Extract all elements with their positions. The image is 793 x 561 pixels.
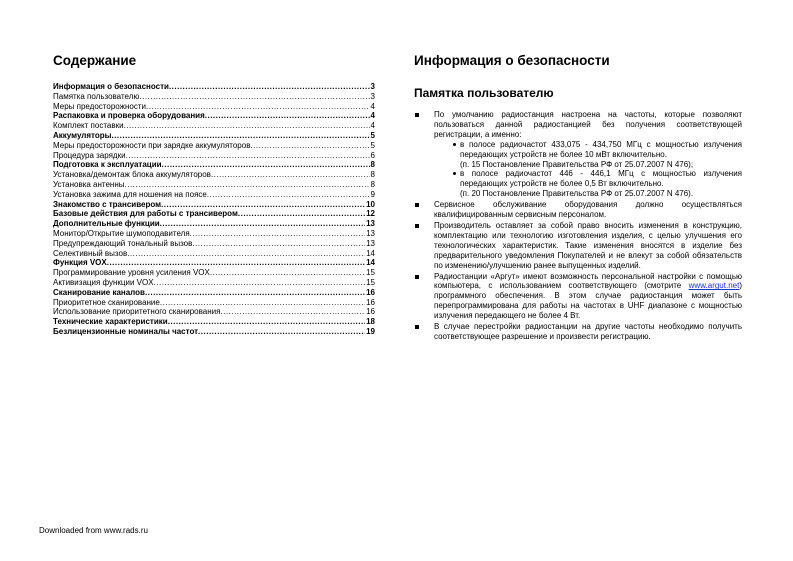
toc-entry-page: 8 (370, 170, 375, 180)
toc-entry[interactable] (53, 170, 375, 180)
toc-leader-dots (205, 111, 370, 121)
bullet-text-part: ) программного обеспечения. В этом случае радиостанция может быть перепрограммирована для работы на частотах в UHF диапазоне с мощностью излучения передающего не более 4 Вт. (434, 281, 742, 321)
toc-leader-dots (198, 327, 365, 337)
toc-title: Содержание (53, 53, 137, 68)
toc-entry-title: Приоритетное сканирование (53, 297, 160, 307)
toc-entry[interactable] (53, 307, 375, 317)
toc-leader-dots (124, 121, 370, 131)
toc-entry-page: 16 (366, 287, 375, 297)
download-footer: Downloaded from www.rads.ru (39, 526, 148, 535)
toc-entry-title: Базовые действия для работы с трансивером (53, 209, 238, 219)
bullet-list (414, 110, 742, 343)
toc-leader-dots (154, 278, 366, 288)
toc-leader-dots (192, 239, 365, 249)
toc-entry-title: Меры предосторожности при зарядке аккумуляторов (53, 140, 251, 150)
toc-entry-page: 5 (370, 140, 375, 150)
bullet-item (414, 110, 742, 199)
toc-entry-title: Программирование уровня усиления VOX (53, 268, 210, 278)
toc-leader-dots (207, 190, 370, 200)
sub-bullet-note: (п. 15 Постановление Правительства РФ от 25.07.2007 N 476); (460, 159, 694, 169)
toc-entry-page: 14 (366, 248, 375, 258)
toc-leader-dots (146, 102, 370, 112)
toc-entry[interactable] (53, 317, 375, 327)
toc-entry-title: Памятка пользователю (53, 91, 140, 101)
toc-entry-title: Сканирование каналов (53, 287, 145, 297)
toc-entry-title: Знакомство с трансивером (53, 199, 162, 209)
toc-entry-page: 3 (370, 82, 375, 91)
toc-entry-page: 13 (366, 228, 375, 238)
toc-entry-title: Процедура зарядки (53, 150, 126, 160)
toc-entry-page: 4 (370, 121, 375, 131)
toc-list (53, 82, 375, 337)
toc-entry-page: 10 (366, 199, 375, 209)
sub-bullet-note: (п. 20 Постановление Правительства РФ от 25.07.2007 N 476). (460, 189, 694, 199)
toc-entry-page: 16 (366, 297, 375, 307)
toc-entry-page: 15 (366, 277, 375, 287)
bullet-text-part: Радиостанции «Аргут» имеют возможность персональной настройки с помощью компьютера, с использованием соответствующего (смотрите (434, 271, 742, 291)
toc-leader-dots (238, 209, 365, 219)
toc-entry-title: Установка антенны (53, 179, 125, 189)
dot-bullet-icon (453, 143, 456, 146)
toc-entry[interactable] (53, 141, 375, 151)
toc-entry-title: Монитор/Открытие шумоподавителя (53, 228, 190, 238)
bullet-item (414, 200, 742, 220)
sub-bullet-text: в полосе радиочастот 446 - 446,1 МГц с мощностью излучения передающих устройств не более 0,5 Вт включительно. (460, 169, 742, 189)
toc-entry[interactable] (53, 239, 375, 249)
toc-entry[interactable] (53, 151, 375, 161)
toc-entry-title: Комплект поставки (53, 121, 124, 131)
section-title: Информация о безопасности (414, 53, 610, 68)
bullet-text: Производитель оставляет за собой право вносить изменения в конструкцию, комплектацию или технологию изготовления изделия, с целью улучшения его технологических характеристик. Такие изменения вносятся в изделие без предварительного уведомления Покупателей и не влекут за собой обязательств по изменению/улучшению ранее выпущенных изделий. (434, 220, 742, 270)
toc-entry[interactable] (53, 327, 375, 337)
toc-entry-page: 13 (366, 219, 375, 229)
toc-leader-dots (145, 288, 365, 298)
bullet-text: Сервисное обслуживание оборудования должно осуществляться квалифицированным сервисным персоналом. (434, 200, 742, 220)
toc-entry-title: Дополнительные функции (53, 219, 160, 229)
toc-entry[interactable] (53, 180, 375, 190)
toc-entry[interactable] (53, 190, 375, 200)
toc-leader-dots (210, 268, 365, 278)
toc-entry-title: Предупреждающий тональный вызов (53, 238, 193, 248)
toc-entry-page: 9 (370, 189, 375, 199)
toc-leader-dots (162, 160, 370, 170)
toc-entry[interactable] (53, 121, 375, 131)
toc-entry-title: Установка/демонтаж блока аккумуляторов (53, 170, 211, 180)
square-bullet-icon (415, 275, 419, 279)
toc-leader-dots (126, 151, 370, 161)
toc-leader-dots (190, 229, 365, 239)
toc-entry-title: Распаковка и проверка оборудования (53, 111, 205, 121)
toc-leader-dots (107, 258, 365, 268)
toc-entry[interactable] (53, 268, 375, 278)
square-bullet-icon (415, 203, 419, 207)
toc-entry[interactable] (53, 82, 375, 92)
toc-leader-dots (160, 219, 365, 229)
toc-entry-page: 3 (370, 91, 375, 101)
toc-leader-dots (211, 170, 370, 180)
square-bullet-icon (415, 325, 419, 329)
toc-leader-dots (250, 141, 369, 151)
toc-entry-title: Установка зажима для ношения на поясе (53, 189, 207, 199)
toc-entry-page: 18 (366, 317, 375, 327)
toc-entry[interactable] (53, 92, 375, 102)
sub-bullet-item (434, 140, 742, 160)
toc-entry-title: Селективный вызов (53, 248, 128, 258)
toc-entry-page: 16 (366, 307, 375, 317)
toc-entry-title: Аккумуляторы (53, 130, 112, 140)
toc-entry-title: Использование приоритетного сканирования (53, 307, 221, 317)
toc-entry-title: Активизация функции VOX (53, 277, 154, 287)
dot-bullet-icon (453, 172, 456, 175)
bullet-item (414, 322, 742, 342)
toc-entry[interactable] (53, 111, 375, 121)
toc-column (53, 52, 375, 337)
toc-entry[interactable] (53, 219, 375, 229)
square-bullet-icon (415, 224, 419, 228)
toc-entry-title: Функция VOX (53, 258, 107, 268)
toc-entry[interactable] (53, 200, 375, 210)
bullet-text: В случае перестройки радиостанции на другие частоты необходимо получить соответствующее разрешение и произвести регистрацию. (434, 322, 742, 341)
toc-entry-title: Безлицензионные номиналы частот (53, 326, 199, 336)
toc-entry[interactable] (53, 278, 375, 288)
sub-bullet-item (434, 169, 742, 189)
argut-link[interactable]: www.argut.net (688, 281, 740, 291)
toc-entry[interactable] (53, 229, 375, 239)
toc-entry-page: 19 (366, 326, 375, 336)
toc-entry-page: 4 (370, 101, 375, 111)
toc-entry-page: 6 (370, 150, 375, 160)
toc-leader-dots (125, 180, 370, 190)
toc-leader-dots (168, 317, 365, 327)
toc-entry-page: 5 (370, 130, 375, 140)
bullet-item (414, 272, 742, 322)
toc-entry-page: 8 (370, 179, 375, 189)
toc-leader-dots (169, 82, 370, 92)
toc-entry-page: 8 (370, 160, 375, 170)
sub-bullet-text: в полосе радиочастот 433,075 - 434,750 МГц с мощностью излучения передающих устройств не более 10 мВт включительно. (460, 139, 742, 159)
toc-entry[interactable] (53, 258, 375, 268)
toc-leader-dots (139, 92, 369, 102)
toc-entry-page: 14 (366, 258, 375, 268)
section-subtitle: Памятка пользователю (414, 86, 554, 100)
toc-entry[interactable] (53, 102, 375, 112)
toc-entry[interactable] (53, 288, 375, 298)
toc-leader-dots (220, 307, 365, 317)
toc-entry[interactable] (53, 209, 375, 219)
toc-entry-page: 4 (370, 111, 375, 121)
toc-entry[interactable] (53, 160, 375, 170)
toc-entry[interactable] (53, 249, 375, 259)
toc-entry[interactable] (53, 131, 375, 141)
toc-entry-page: 13 (366, 238, 375, 248)
toc-leader-dots (161, 200, 365, 210)
square-bullet-icon (415, 113, 419, 117)
bullet-item (414, 221, 742, 271)
toc-entry-title: Технические характеристики (53, 317, 168, 327)
toc-leader-dots (160, 298, 365, 308)
toc-entry-page: 12 (366, 209, 375, 219)
toc-entry-title: Информация о безопасности (53, 82, 169, 91)
toc-entry-page: 15 (366, 268, 375, 278)
toc-leader-dots (111, 131, 369, 141)
toc-entry-title: Меры предосторожности (53, 101, 146, 111)
toc-entry-title: Подготовка к эксплуатации (53, 160, 162, 170)
toc-entry[interactable] (53, 298, 375, 308)
toc-leader-dots (127, 249, 365, 259)
bullet-text: По умолчанию радиостанция настроена на частоты, которые позволяют пользоваться данной радиостанцией без получения соответствующей регистрации, а именно: (434, 110, 742, 139)
